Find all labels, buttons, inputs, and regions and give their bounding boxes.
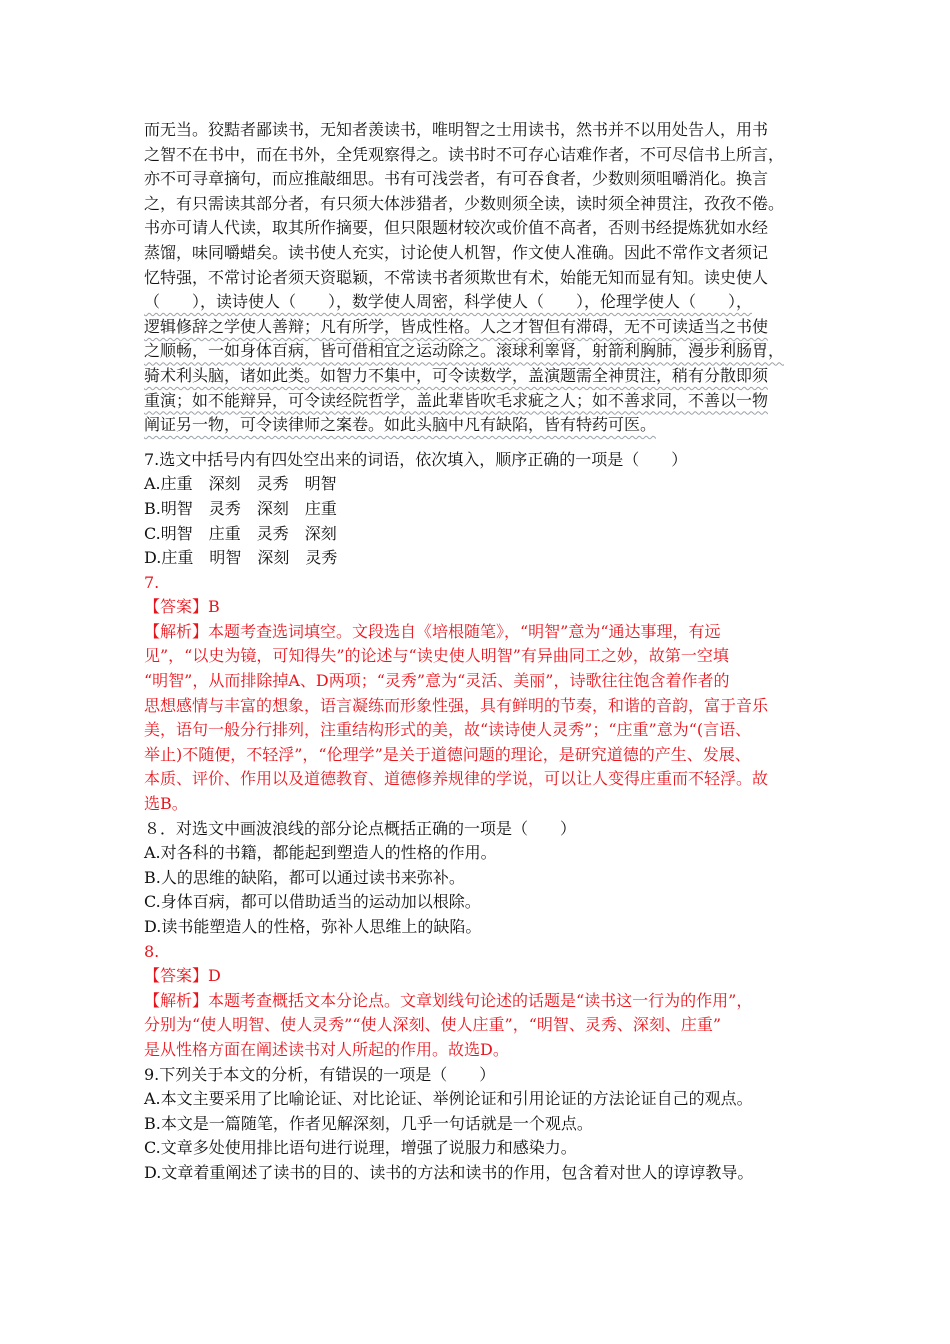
wavy-underlined-text: （ ），读诗使人（ ），数学使人周密，科学使人（ ），伦理学使人（ ），	[144, 292, 753, 312]
question-stem: 7.选文中括号内有四处空出来的词语，依次填入，顺序正确的一项是（ ）	[144, 449, 688, 469]
answer-line: 【答案】D	[144, 966, 221, 986]
passage-line-wavy	[144, 315, 824, 340]
analysis-line: 【解析】本题考查选词填空。文段选自《培根随笔》，“明智”意为“通达事理，有远	[144, 621, 721, 641]
question-stem: ８．对选文中画波浪线的部分论点概括正确的一项是（ ）	[144, 818, 577, 838]
option-c: C.身体百病，都可以借助适当的运动加以根除。	[144, 892, 481, 912]
option-d: D.文章着重阐述了读书的目的、读书的方法和读书的作用，包含着对世人的谆谆教导。	[144, 1162, 754, 1182]
option-d: D.庄重 明智 深刻 灵秀	[144, 548, 338, 568]
analysis-line: 分别为“使人明智、使人灵秀”“使人深刻、使人庄重”，“明智、灵秀、深刻、庄重”	[144, 1015, 722, 1035]
option-d: D.读书能塑造人的性格，弥补人思维上的缺陷。	[144, 917, 482, 936]
analysis-line: 举止)不随便，不轻浮”，“伦理学”是关于道德问题的理论，是研究道德的产生、发展、	[144, 744, 751, 764]
answer-number: 7.	[144, 572, 160, 592]
analysis-line: 美，语句一般分行排列，注重结构形式的美，故“读诗使人灵秀”；“庄重”意为“(言语、	[144, 720, 752, 740]
option-c: C.明智 庄重 灵秀 深刻	[144, 523, 337, 543]
answer-number: 8.	[144, 941, 160, 961]
option-b: B.明智 灵秀 深刻 庄重	[144, 498, 337, 518]
analysis-line: 是从性格方面在阐述读书对人所起的作用。故选D。	[144, 1039, 509, 1059]
passage-line-wavy	[144, 413, 824, 438]
analysis-line: 本质、评价、作用以及道德教育、道德修养规律的学说，可以让人变得庄重而不轻浮。故	[144, 769, 769, 789]
document-page	[144, 118, 824, 1186]
passage-line: 蒸馏，味同嚼蜡矣。读书使人充实，讨论使人机智，作文使人准确。因此不常作文者须记	[144, 242, 769, 262]
spacer	[144, 438, 824, 448]
analysis-line: “明智”，从而排除掉A、D两项；“灵秀”意为“灵活、美丽”，诗歌往往饱含着作者的	[144, 671, 730, 691]
wavy-underlined-text: 之顺畅，一如身体百病，皆可借相宜之运动除之。滚球利睾肾，射箭利胸肺，漫步利肠胃，	[144, 341, 785, 361]
question-9	[144, 1063, 824, 1186]
passage-line-wavy	[144, 389, 824, 414]
passage-line: 之智不在书中，而在书外，全凭观察得之。读书时不可存心诘难作者，不可尽信书上所言，	[144, 144, 785, 164]
passage-line-wavy	[144, 339, 824, 364]
passage-line: 之，有只需读其部分者，有只须大体涉猎者，少数则须全读，读时须全神贯注，孜孜不倦。	[144, 193, 785, 213]
analysis-line: 见”，“以史为镜，可知得失”的论述与“读史使人明智”有异曲同工之妙，故第一空填	[144, 646, 729, 666]
question-stem: 9.下列关于本文的分析，有错误的一项是（ ）	[144, 1064, 496, 1084]
analysis-line: 思想感情与丰富的想象，语言凝练而形象性强，具有鲜明的节奏，和谐的音韵，富于音乐	[144, 695, 769, 715]
option-a: A.对各科的书籍，都能起到塑造人的性格的作用。	[144, 843, 497, 863]
passage-line: 而无当。狡黠者鄙读书，无知者羡读书，唯明智之士用读书，然书并不以用处告人，用书	[144, 120, 769, 139]
question-8	[144, 817, 824, 1063]
wavy-underlined-text: 重演；如不能辩异，可令读经院哲学，盖此辈皆吹毛求疵之人；如不善求同，不善以一物	[144, 390, 769, 410]
passage-line-wavy	[144, 364, 824, 389]
analysis-line: 选B。	[144, 794, 188, 814]
passage-line-wavy	[144, 290, 824, 315]
passage-line: 亦不可寻章摘句，而应推敲细思。书有可浅尝者，有可吞食者，少数则须咀嚼消化。换言	[144, 169, 769, 189]
passage-line: 书亦可请人代读，取其所作摘要，但只限题材较次或价值不高者，否则书经提炼犹如水经	[144, 218, 769, 238]
wavy-underlined-text: 逻辑修辞之学使人善辩；凡有所学，皆成性格。人之才智但有滞碍，无不可读适当之书使	[144, 316, 769, 336]
option-b: B.人的思维的缺陷，都可以通过读书来弥补。	[144, 867, 465, 887]
option-c: C.文章多处使用排比语句进行说理，增强了说服力和感染力。	[144, 1138, 577, 1158]
answer-line: 【答案】B	[144, 597, 220, 617]
option-a: A.庄重 深刻 灵秀 明智	[144, 474, 337, 494]
wavy-underlined-text: 阐证另一物，可令读律师之案卷。如此头脑中凡有缺陷，皆有特药可医。	[144, 415, 657, 435]
wavy-underlined-text: 骑术利头脑，诸如此类。如智力不集中，可令读数学，盖演题需全神贯注，稍有分散即须	[144, 365, 769, 385]
analysis-line: 【解析】本题考查概括文本分论点。文章划线句论述的话题是“读书这一行为的作用”，	[144, 990, 753, 1010]
passage	[144, 118, 824, 438]
passage-line: 忆特强，不常讨论者须天资聪颖，不常读书者须欺世有术，始能无知而显有知。读史使人	[144, 267, 769, 287]
option-a: A.本文主要采用了比喻论证、对比论证、举例论证和引用论证的方法论证自己的观点。	[144, 1089, 753, 1109]
question-7	[144, 448, 824, 817]
option-b: B.本文是一篇随笔，作者见解深刻，几乎一句话就是一个观点。	[144, 1113, 593, 1133]
